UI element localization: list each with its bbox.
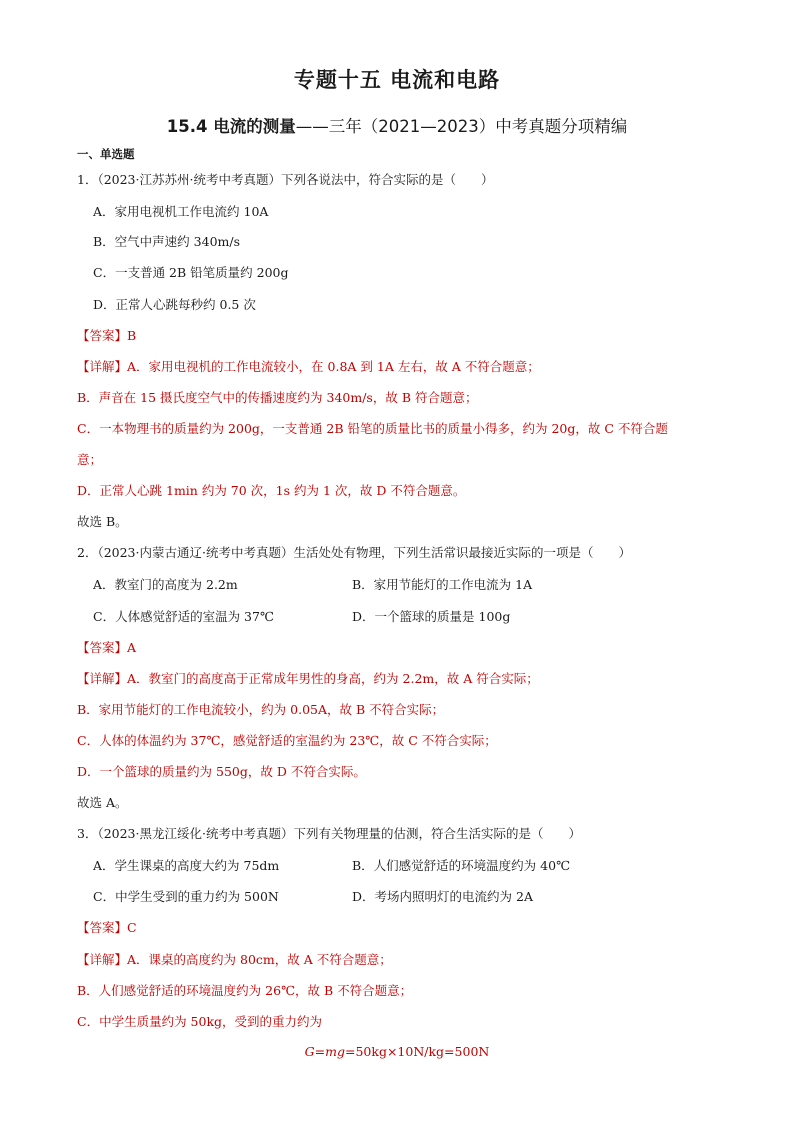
q2-explain-d: D．一个篮球的质量约为 550g，故 D 不符合实际。 — [77, 764, 366, 779]
q1-explain-c-cont: 意； — [77, 452, 103, 467]
q1-explain-d: D．正常人心跳 1min 约为 70 次，1s 约为 1 次，故 D 不符合题意。 — [77, 483, 466, 498]
q3-option-d: D．考场内照明灯的电流约为 2A — [352, 889, 533, 904]
q3-stem: 3．（2023·黑龙江绥化·统考中考真题）下列有关物理量的估测，符合生活实际的是（ ） — [77, 826, 581, 841]
formula-eq: = — [314, 1044, 326, 1059]
q1-explain-c: C．一本物理书的质量约为 200g，一支普通 2B 铅笔的质量比书的质量小得多，约为 20g，故 C 不符合题 — [77, 421, 668, 436]
q2-stem: 2．（2023·内蒙古通辽·统考中考真题）生活处处有物理，下列生活常识最接近实际的一项是（ ） — [77, 545, 631, 560]
q2-explain-tag: 【详解】 — [77, 671, 128, 686]
q1-option-c: C．一支普通 2B 铅笔质量约 200g — [93, 265, 289, 280]
q3-explain-a: A．课桌的高度约为 80cm，故 A 不符合题意； — [127, 952, 392, 967]
q3-explain-line-1 — [77, 952, 392, 968]
q2-option-d: D．一个篮球的质量是 100g — [352, 609, 511, 624]
q2-answer: 【答案】A — [77, 640, 137, 655]
q3-formula — [0, 1044, 794, 1059]
q2-option-a: A．教室门的高度为 2.2m — [93, 577, 238, 592]
q1-option-d: D．正常人心跳每秒约 0.5 次 — [93, 297, 256, 312]
subtitle-topic: 15.4 电流的测量 — [166, 117, 296, 136]
q1-option-b: B．空气中声速约 340m/s — [93, 234, 240, 249]
page-title: 专题十五 电流和电路 — [293, 68, 501, 92]
formula-g: G — [304, 1044, 315, 1059]
q1-explain-tag: 【详解】 — [77, 359, 128, 374]
q1-explain-b: B．声音在 15 摄氏度空气中的传播速度约为 340m/s，故 B 符合题意； — [77, 390, 478, 405]
q2-explain-line-1 — [77, 671, 539, 687]
subtitle-rest: ——三年（2021—2023）中考真题分项精编 — [295, 117, 628, 136]
q1-option-a: A．家用电视机工作电流约 10A — [93, 204, 269, 219]
q3-explain-b: B．人们感觉舒适的环境温度约为 26℃，故 B 不符合题意； — [77, 983, 413, 998]
q1-conclusion: 故选 B。 — [77, 514, 128, 529]
q1-explain-line-1 — [77, 359, 540, 375]
formula-rest: =50kg×10N/kg=500N — [345, 1044, 490, 1059]
q3-explain-tag: 【详解】 — [77, 952, 128, 967]
q2-explain-a: A．教室门的高度高于正常成年男性的身高，约为 2.2m，故 A 符合实际； — [127, 671, 539, 686]
q3-option-a: A．学生课桌的高度大约为 75dm — [93, 858, 280, 873]
q1-stem: 1．（2023·江苏苏州·统考中考真题）下列各说法中，符合实际的是（ ） — [77, 172, 494, 187]
q2-option-c: C．人体感觉舒适的室温为 37℃ — [93, 609, 274, 624]
q2-explain-b: B．家用节能灯的工作电流较小，约为 0.05A，故 B 不符合实际； — [77, 702, 445, 717]
page-subtitle — [0, 113, 794, 137]
q3-option-c: C．中学生受到的重力约为 500N — [93, 889, 279, 904]
q3-option-b: B．人们感觉舒适的环境温度约为 40℃ — [352, 858, 571, 873]
q2-option-b: B．家用节能灯的工作电流为 1A — [352, 577, 533, 592]
q2-explain-c: C．人体的体温约为 37℃，感觉舒适的室温约为 23℃，故 C 不符合实际； — [77, 733, 497, 748]
q2-conclusion: 故选 A。 — [77, 795, 128, 810]
q3-explain-c: C．中学生质量约为 50kg，受到的重力约为 — [77, 1014, 323, 1029]
section-heading: 一、单选题 — [77, 147, 135, 161]
q1-explain-a: A．家用电视机的工作电流较小，在 0.8A 到 1A 左右，故 A 不符合题意； — [127, 359, 540, 374]
q3-answer: 【答案】C — [77, 920, 137, 935]
formula-mg: mg — [325, 1044, 345, 1059]
q1-answer: 【答案】B — [77, 328, 137, 343]
